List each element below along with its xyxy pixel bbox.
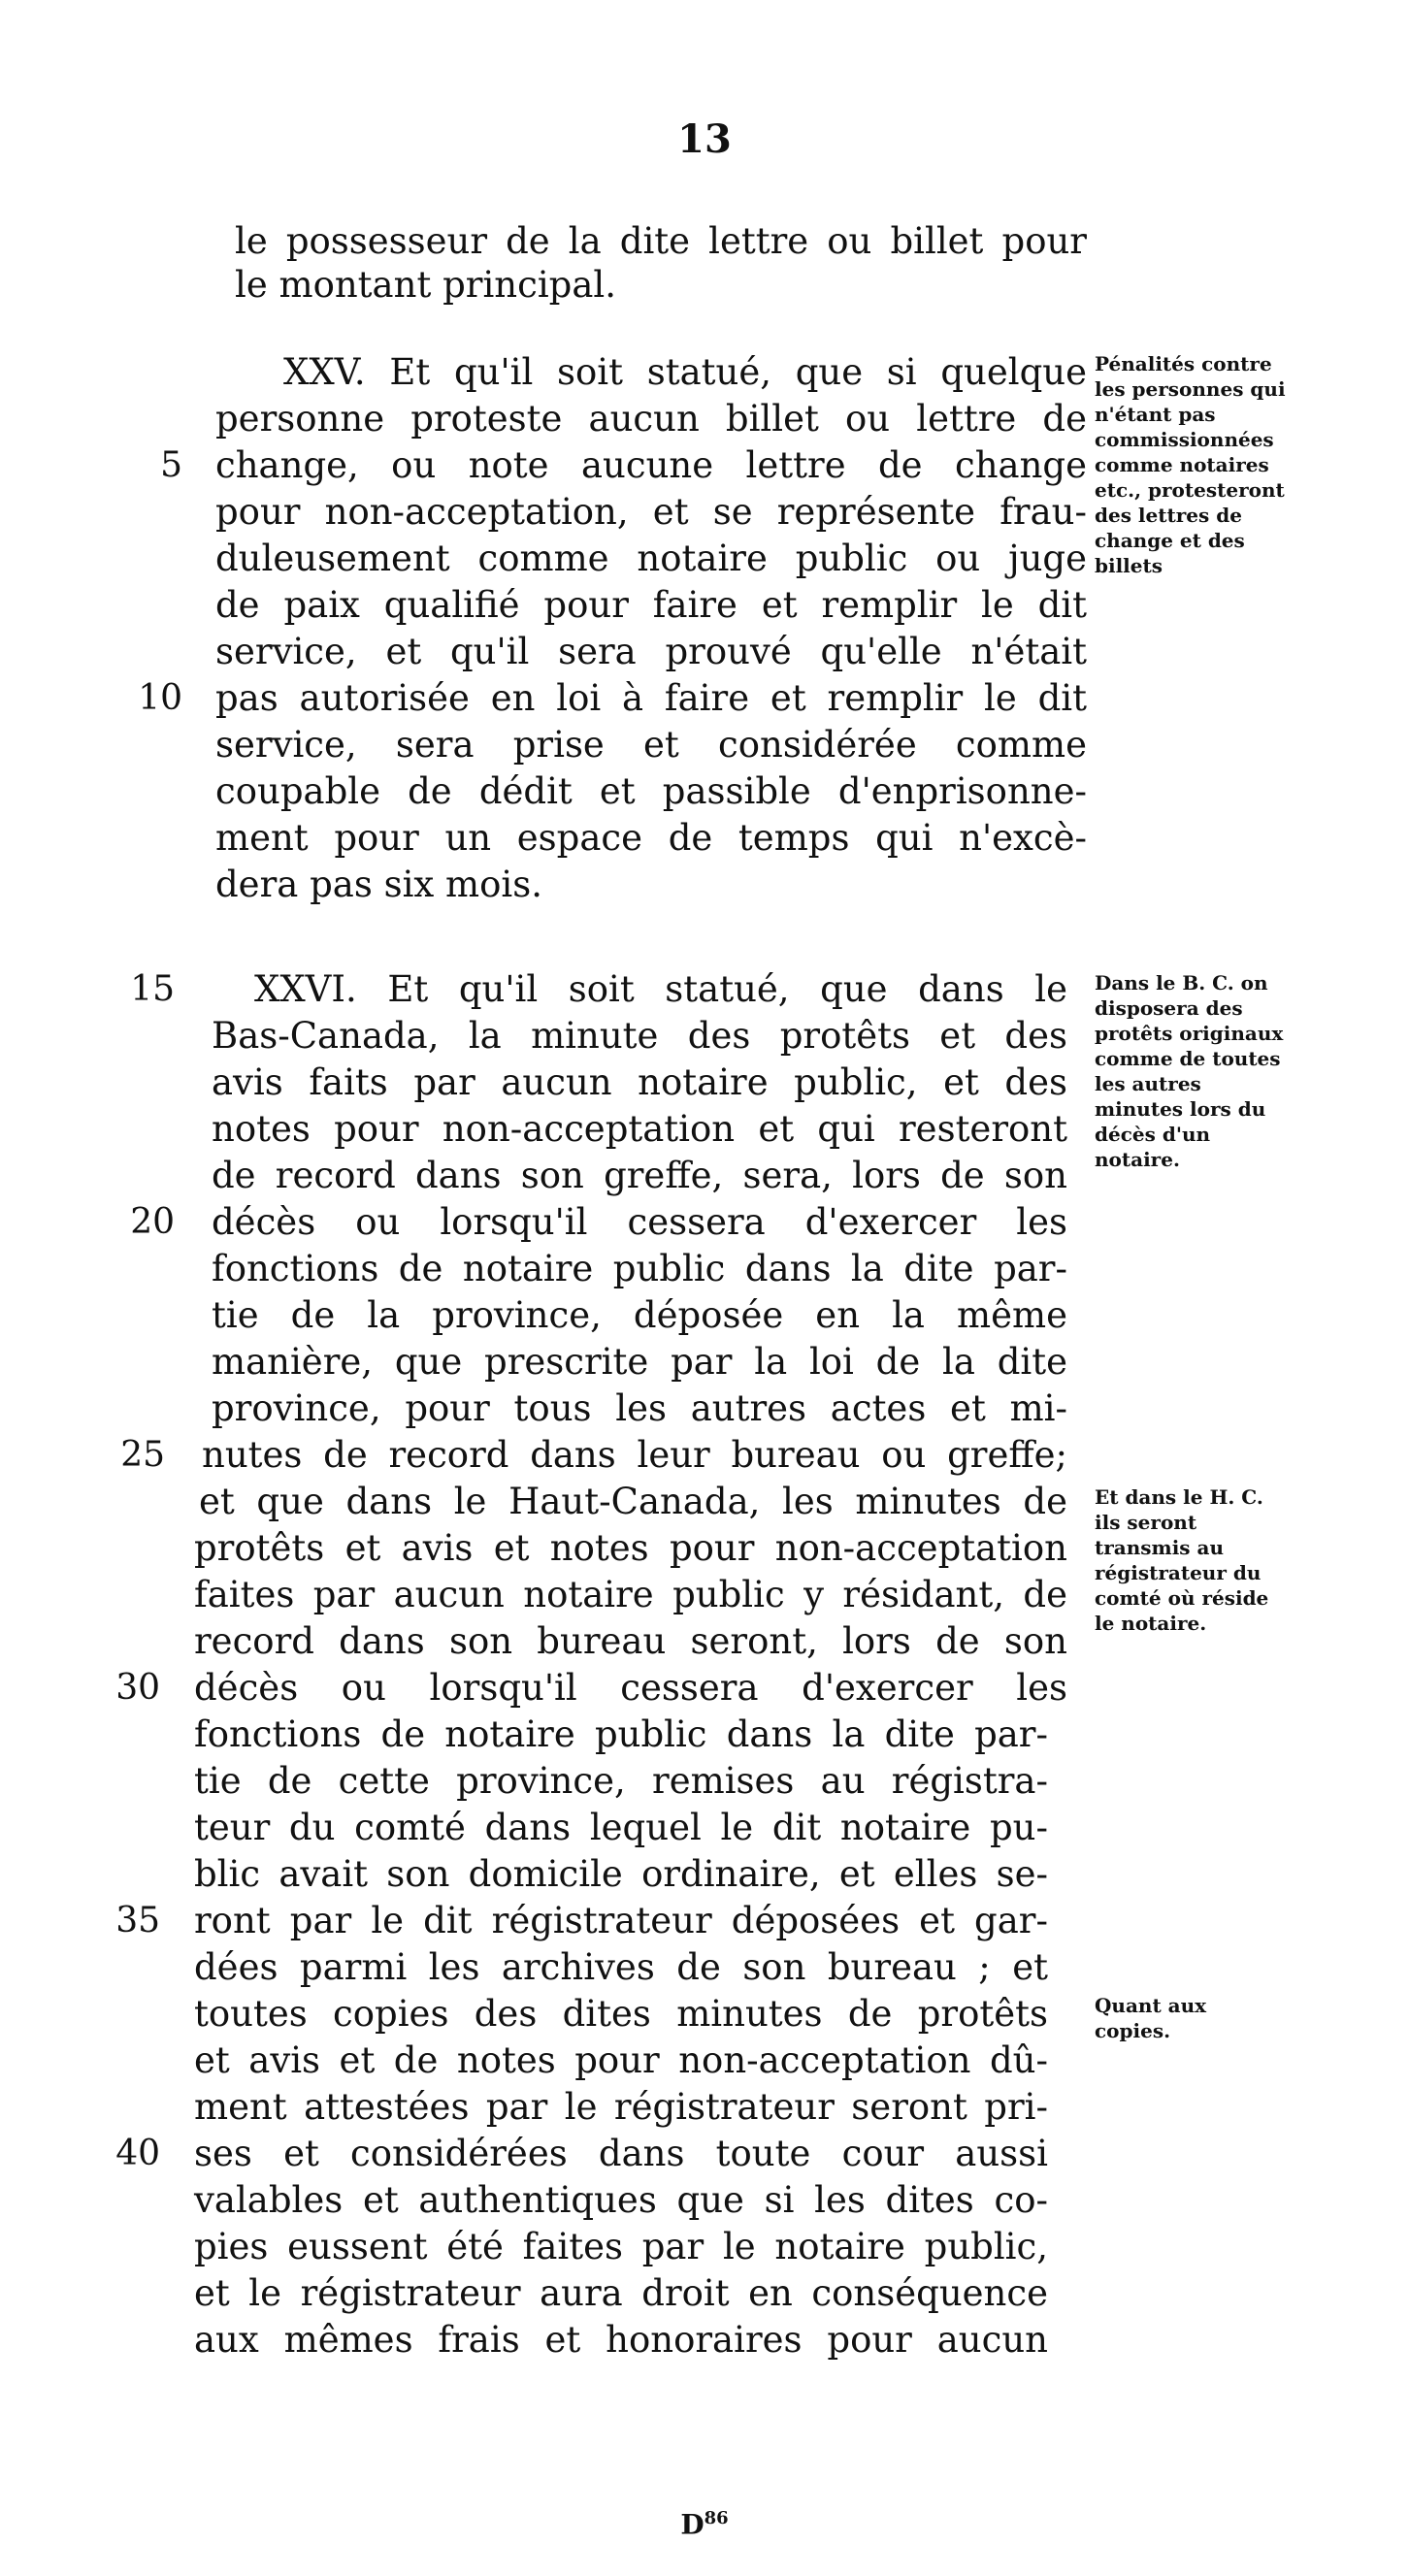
text-line: avis faits par aucun notaire public, et des <box>212 1061 1067 1103</box>
text-line: ment attestées par le régistrateur seront pri- <box>194 2086 1048 2128</box>
text-line: le montant principal. <box>235 264 616 306</box>
text-line: province, pour tous les autres actes et mi- <box>212 1387 1067 1429</box>
line-number: 25 <box>120 1435 165 1475</box>
text-line: et que dans le Haut-Canada, les minutes de <box>199 1481 1067 1522</box>
margin-note: Quant aux copies. <box>1095 1994 1207 2042</box>
text-line: Bas-Canada, la minute des protêts et des <box>212 1015 1067 1057</box>
text-line: faites par aucun notaire public y résidant, de <box>194 1574 1067 1615</box>
text-line: XXV. Et qu'il soit statué, que si quelque <box>283 351 1087 393</box>
text-line: et le régistrateur aura droit en conséquence <box>194 2272 1048 2314</box>
signature-letter: D <box>680 2508 704 2541</box>
margin-note: Et dans le H. C. ils seront transmis au régistrateur du comté où réside le notaire. <box>1095 1485 1269 1635</box>
text-line: service, sera prise et considérée comme <box>215 724 1087 766</box>
line-number: 35 <box>115 1901 160 1940</box>
text-line: décès ou lorsqu'il cessera d'exercer les <box>194 1667 1067 1709</box>
margin-note: Dans le B. C. on disposera des protêts originaux comme de toutes les autres minutes lors du décès d'un notaire. <box>1095 971 1284 1171</box>
text-line: protêts et avis et notes pour non-acceptation <box>194 1527 1067 1569</box>
text-line: personne proteste aucun billet ou lettre de <box>215 398 1087 440</box>
text-line: teur du comté dans lequel le dit notaire pu- <box>194 1807 1048 1848</box>
text-line: nutes de record dans leur bureau ou greffe; <box>202 1434 1067 1476</box>
text-line: dera pas six mois. <box>215 864 542 905</box>
text-line: décès ou lorsqu'il cessera d'exercer les <box>212 1201 1067 1243</box>
margin-note: Pénalités contre les personnes qui n'étant pas commissionnées comme notaires etc., protesteront des lettres de change et des billets <box>1095 352 1286 577</box>
text-line: change, ou note aucune lettre de change <box>215 444 1087 486</box>
text-line: manière, que prescrite par la loi de la dite <box>212 1341 1067 1383</box>
text-line: dées parmi les archives de son bureau ; et <box>194 1946 1048 1988</box>
signature-mark <box>0 2508 1409 2540</box>
text-line: ses et considérées dans toute cour aussi <box>194 2133 1048 2174</box>
text-line: de record dans son greffe, sera, lors de son <box>212 1155 1067 1196</box>
text-line: fonctions de notaire public dans la dite par- <box>194 1713 1048 1755</box>
text-line: et avis et de notes pour non-acceptation dû- <box>194 2039 1048 2081</box>
text-line: pour non-acceptation, et se représente frau- <box>215 491 1087 533</box>
page-number: 13 <box>677 116 732 162</box>
signature-number: 86 <box>704 2508 729 2528</box>
text-line: duleusement comme notaire public ou juge <box>215 538 1087 579</box>
line-number: 20 <box>130 1202 175 1242</box>
text-line: tie de la province, déposée en la même <box>212 1294 1067 1336</box>
line-number: 15 <box>130 969 175 1009</box>
text-line: ment pour un espace de temps qui n'excè- <box>215 817 1087 859</box>
text-line: le possesseur de la dite lettre ou billet pour <box>235 220 1087 262</box>
text-line: aux mêmes frais et honoraires pour aucun <box>194 2319 1048 2361</box>
line-number: 30 <box>115 1668 160 1708</box>
line-number: 5 <box>160 445 182 485</box>
text-line: toutes copies des dites minutes de protêts <box>194 1993 1048 2035</box>
text-line: service, et qu'il sera prouvé qu'elle n'était <box>215 631 1087 672</box>
text-line: notes pour non-acceptation et qui resteront <box>212 1108 1067 1150</box>
text-line: pies eussent été faites par le notaire public, <box>194 2226 1048 2267</box>
line-number: 40 <box>115 2134 160 2173</box>
text-line: blic avait son domicile ordinaire, et elles se- <box>194 1853 1048 1895</box>
text-line: fonctions de notaire public dans la dite par- <box>212 1248 1067 1289</box>
text-line: record dans son bureau seront, lors de son <box>194 1620 1067 1662</box>
text-line: coupable de dédit et passible d'enprisonne- <box>215 770 1087 812</box>
text-line: tie de cette province, remises au régistra- <box>194 1760 1048 1802</box>
text-line: XXVI. Et qu'il soit statué, que dans le <box>254 968 1067 1010</box>
text-line: ront par le dit régistrateur déposées et gar- <box>194 1900 1048 1941</box>
text-line: pas autorisée en loi à faire et remplir le dit <box>215 677 1087 719</box>
line-number: 10 <box>138 678 182 718</box>
text-line: valables et authentiques que si les dites co- <box>194 2179 1048 2221</box>
text-line: de paix qualifié pour faire et remplir le dit <box>215 584 1087 626</box>
